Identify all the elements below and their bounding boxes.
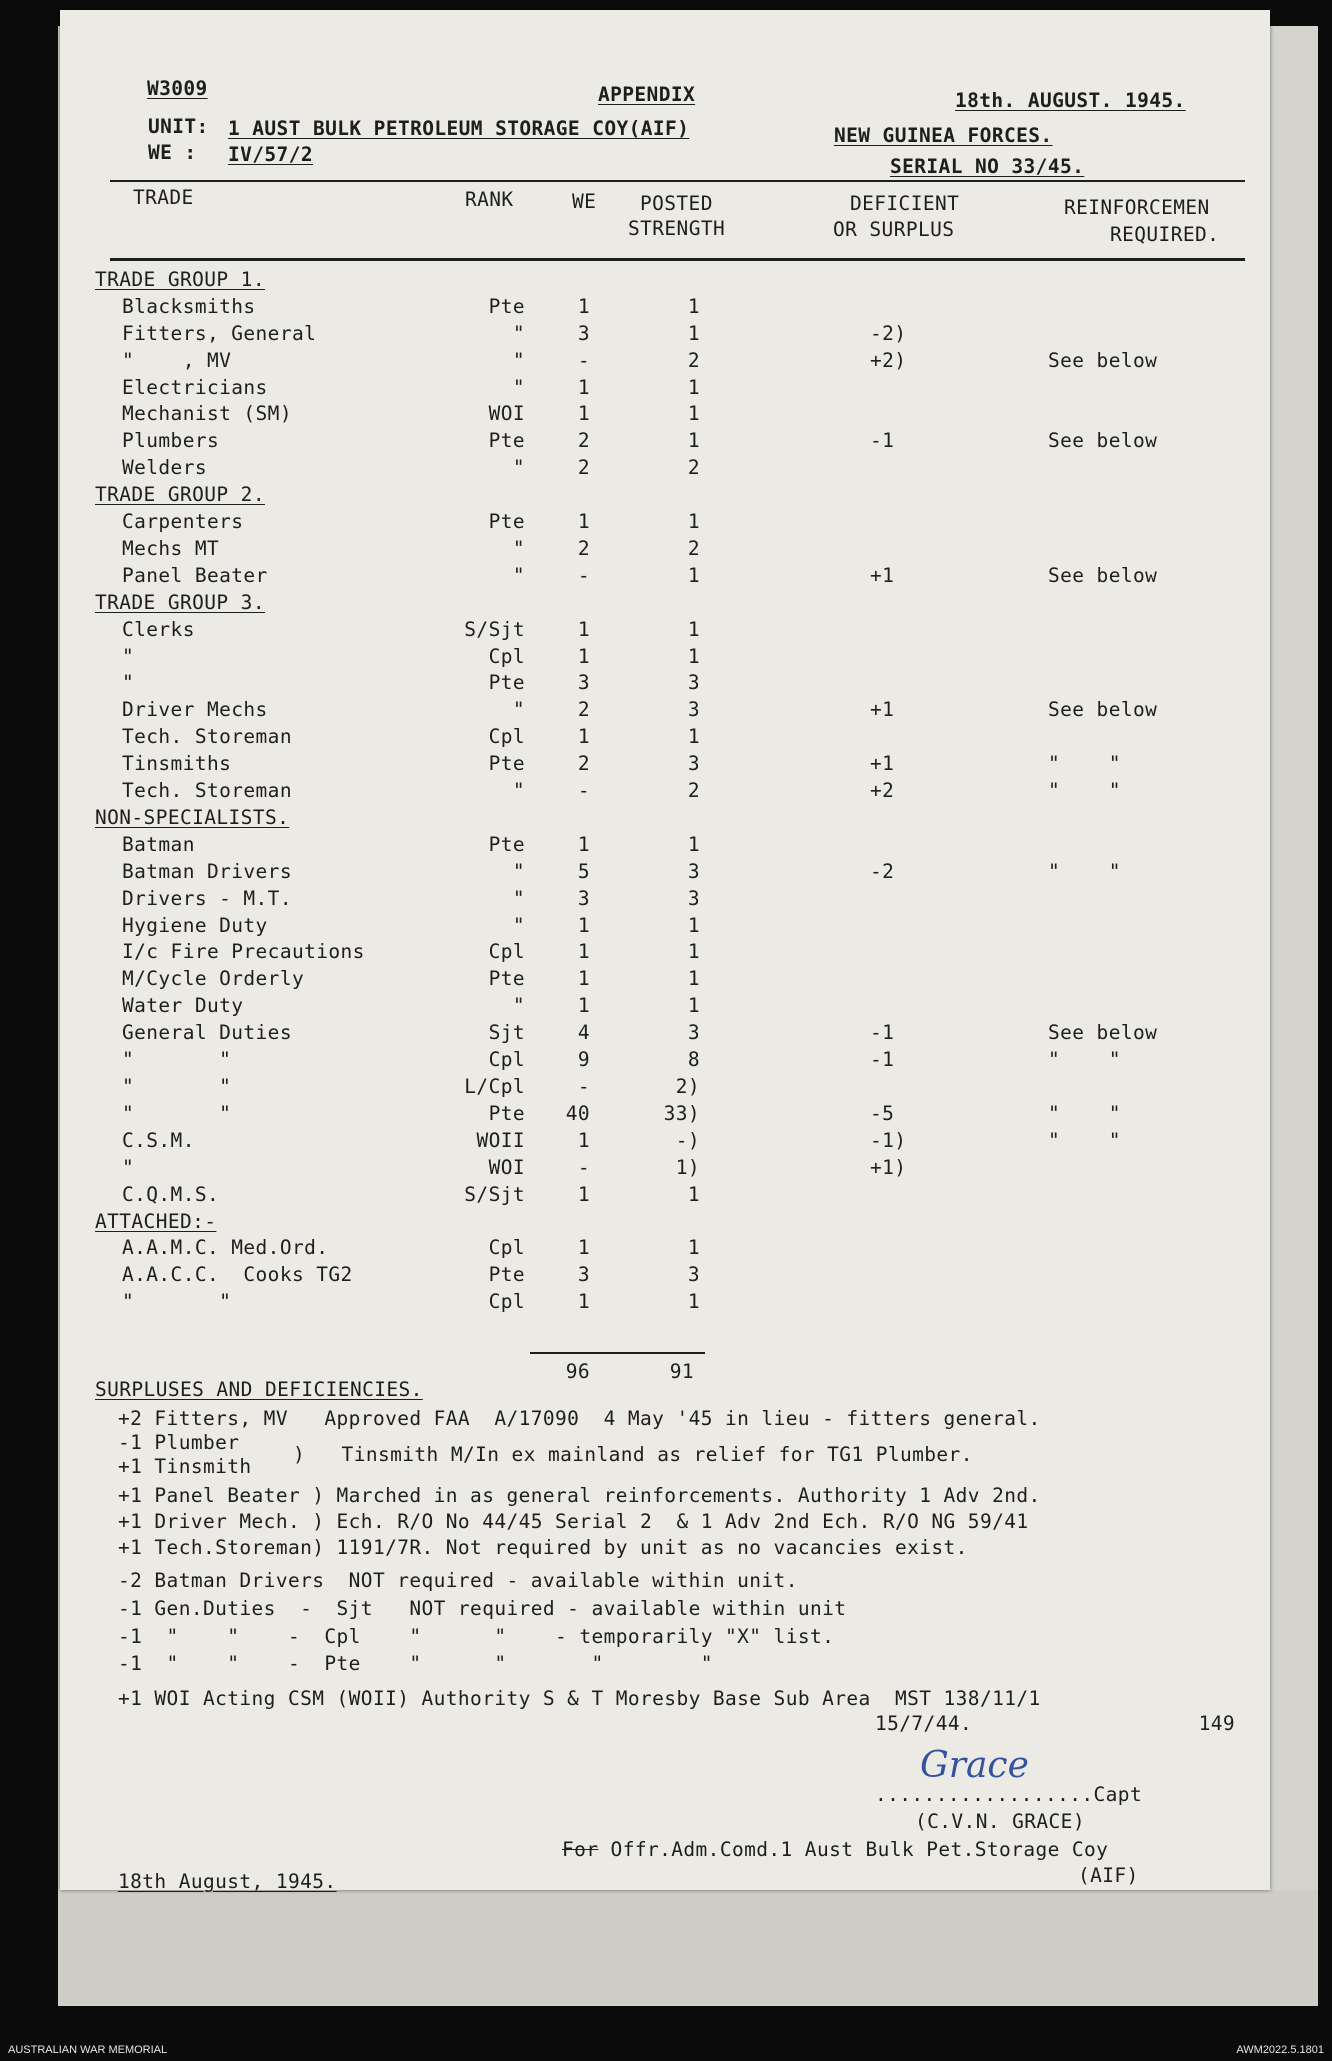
- row-deficient: -5: [870, 1102, 895, 1125]
- note-1: +2 Fitters, MV Approved FAA A/17090 4 May '45 in lieu - fitters general.: [118, 1407, 1041, 1430]
- note-10: +1 WOI Acting CSM (WOII) Authority S & T Moresby Base Sub Area MST 138/11/1: [118, 1687, 1041, 1710]
- note-2b: +1 Tinsmith: [118, 1455, 252, 1478]
- row-trade: C.Q.M.S.: [122, 1183, 220, 1206]
- row-we: 1: [577, 833, 590, 856]
- row-we: 2: [577, 429, 590, 452]
- row-reinforcement: See below: [1048, 1021, 1158, 1044]
- group-heading: ATTACHED:-: [95, 1210, 217, 1233]
- note-9: -1 " " - Pte " " " ": [118, 1652, 713, 1675]
- row-posted: 3: [687, 1021, 700, 1044]
- row-posted: 8: [687, 1048, 700, 1071]
- row-we: 1: [577, 967, 590, 990]
- row-posted: 1: [687, 1236, 700, 1259]
- row-rank: ": [512, 376, 525, 399]
- row-deficient: -1): [870, 1129, 907, 1152]
- row-we: 3: [577, 1263, 590, 1286]
- row-rank: Cpl: [488, 1048, 525, 1071]
- row-we: 1: [577, 914, 590, 937]
- row-trade: Mechanist (SM): [122, 402, 292, 425]
- signatory-name: (C.V.N. GRACE): [915, 1810, 1085, 1833]
- row-rank: Cpl: [488, 1236, 525, 1259]
- row-posted: 2): [675, 1075, 700, 1098]
- col-reinforcement-2: REQUIRED.: [1110, 223, 1220, 246]
- row-posted: 1: [687, 1290, 700, 1313]
- col-deficient-1: DEFICIENT: [850, 192, 960, 215]
- row-trade: Electricians: [122, 376, 268, 399]
- row-deficient: -1: [870, 1021, 895, 1044]
- row-we: 9: [577, 1048, 590, 1071]
- row-trade: " ": [122, 1290, 232, 1313]
- col-posted-2: STRENGTH: [628, 217, 726, 240]
- force-name: NEW GUINEA FORCES.: [834, 124, 1053, 147]
- row-rank: Pte: [488, 1102, 525, 1125]
- note-11-number: 149: [1198, 1712, 1235, 1735]
- signature-date: 18th August, 1945.: [118, 1870, 337, 1893]
- row-deficient: +1: [870, 564, 895, 587]
- row-trade: " ": [122, 1075, 232, 1098]
- row-rank: ": [512, 322, 525, 345]
- col-reinforcement-1: REINFORCEMEN: [1064, 196, 1210, 219]
- row-posted: 1: [687, 940, 700, 963]
- row-posted: 3: [687, 752, 700, 775]
- row-posted: 1: [687, 510, 700, 533]
- row-posted: 1: [687, 564, 700, 587]
- footer-accession: AWM2022.5.1801: [1236, 2044, 1324, 2056]
- row-we: 1: [577, 402, 590, 425]
- total-we: 96: [565, 1360, 590, 1383]
- row-posted: 3: [687, 671, 700, 694]
- row-posted: 1: [687, 914, 700, 937]
- row-trade: Drivers - M.T.: [122, 887, 292, 910]
- row-rank: L/Cpl: [464, 1075, 525, 1098]
- group-heading: NON-SPECIALISTS.: [95, 806, 290, 829]
- row-we: 1: [577, 1129, 590, 1152]
- row-posted: 2: [687, 349, 700, 372]
- row-reinforcement: " ": [1048, 860, 1121, 883]
- row-rank: Cpl: [488, 725, 525, 748]
- row-rank: ": [512, 564, 525, 587]
- row-trade: Tinsmiths: [122, 752, 232, 775]
- row-trade: Mechs MT: [122, 537, 220, 560]
- col-rank: RANK: [465, 188, 514, 211]
- row-rank: Cpl: [488, 645, 525, 668]
- row-rank: Cpl: [488, 940, 525, 963]
- row-we: 3: [577, 322, 590, 345]
- row-posted: 1: [687, 322, 700, 345]
- signatory-office: [562, 1838, 1108, 1862]
- row-deficient: -1: [870, 429, 895, 452]
- row-deficient: -2): [870, 322, 907, 345]
- row-trade: A.A.M.C. Med.Ord.: [122, 1236, 329, 1259]
- row-we: 2: [577, 752, 590, 775]
- row-we: 3: [577, 671, 590, 694]
- row-trade: I/c Fire Precautions: [122, 940, 365, 963]
- row-posted: 1: [687, 833, 700, 856]
- row-deficient: +1: [870, 698, 895, 721]
- col-deficient-2: OR SURPLUS: [833, 218, 955, 241]
- row-we: 2: [577, 537, 590, 560]
- document-date: 18th. AUGUST. 1945.: [955, 89, 1186, 112]
- row-we: -: [577, 1156, 590, 1179]
- sheet-lower-edge: [58, 1890, 1318, 2005]
- col-posted-1: POSTED: [640, 192, 713, 215]
- unit-label: UNIT:: [148, 115, 209, 138]
- row-we: 1: [577, 510, 590, 533]
- row-reinforcement: See below: [1048, 698, 1158, 721]
- signature-line: ..................Capt: [875, 1783, 1143, 1806]
- row-we: 1: [577, 940, 590, 963]
- row-posted: 1: [687, 1183, 700, 1206]
- row-posted: 1: [687, 402, 700, 425]
- row-rank: S/Sjt: [464, 1183, 525, 1206]
- row-trade: Driver Mechs: [122, 698, 268, 721]
- row-trade: Panel Beater: [122, 564, 268, 587]
- row-rank: Pte: [488, 752, 525, 775]
- column-header-rule: [110, 258, 1245, 261]
- row-we: 3: [577, 887, 590, 910]
- row-posted: 1): [675, 1156, 700, 1179]
- row-trade: " ": [122, 1102, 232, 1125]
- row-rank: Pte: [488, 833, 525, 856]
- notes-heading: SURPLUSES AND DEFICIENCIES.: [95, 1378, 423, 1401]
- row-trade: Tech. Storeman: [122, 725, 292, 748]
- row-posted: 1: [687, 618, 700, 641]
- row-rank: ": [512, 914, 525, 937]
- row-rank: ": [512, 349, 525, 372]
- row-rank: ": [512, 860, 525, 883]
- row-we: 1: [577, 1290, 590, 1313]
- row-rank: ": [512, 887, 525, 910]
- row-posted: -): [675, 1129, 700, 1152]
- row-rank: ": [512, 698, 525, 721]
- row-reinforcement: " ": [1048, 779, 1121, 802]
- row-reinforcement: See below: [1048, 564, 1158, 587]
- row-rank: ": [512, 456, 525, 479]
- row-trade: " , MV: [122, 349, 232, 372]
- row-reinforcement: See below: [1048, 429, 1158, 452]
- row-deficient: +2: [870, 779, 895, 802]
- row-we: 1: [577, 1183, 590, 1206]
- row-posted: 3: [687, 887, 700, 910]
- row-we: 1: [577, 618, 590, 641]
- row-we: 1: [577, 295, 590, 318]
- row-posted: 1: [687, 295, 700, 318]
- row-posted: 3: [687, 698, 700, 721]
- note-4: +1 Driver Mech. ) Ech. R/O No 44/45 Serial 2 & 1 Adv 2nd Ech. R/O NG 59/41: [118, 1510, 1029, 1533]
- col-trade: TRADE: [133, 186, 194, 209]
- row-trade: Hygiene Duty: [122, 914, 268, 937]
- row-trade: C.S.M.: [122, 1129, 195, 1152]
- row-we: 1: [577, 376, 590, 399]
- row-rank: ": [512, 537, 525, 560]
- row-posted: 1: [687, 994, 700, 1017]
- row-posted: 2: [687, 537, 700, 560]
- row-trade: Batman: [122, 833, 195, 856]
- note-5: +1 Tech.Storeman) 1191/7R. Not required by unit as no vacancies exist.: [118, 1536, 968, 1559]
- row-rank: WOII: [476, 1129, 525, 1152]
- row-reinforcement: " ": [1048, 1129, 1121, 1152]
- we-reference: IV/57/2: [228, 143, 313, 166]
- row-trade: Fitters, General: [122, 322, 317, 345]
- note-2c: ) Tinsmith M/In ex mainland as relief for TG1 Plumber.: [293, 1443, 973, 1466]
- row-posted: 2: [687, 779, 700, 802]
- row-we: 40: [565, 1102, 590, 1125]
- row-trade: Plumbers: [122, 429, 220, 452]
- row-rank: ": [512, 779, 525, 802]
- row-we: 1: [577, 645, 590, 668]
- row-trade: Water Duty: [122, 994, 244, 1017]
- row-reinforcement: See below: [1048, 349, 1158, 372]
- row-reinforcement: " ": [1048, 752, 1121, 775]
- row-we: -: [577, 779, 590, 802]
- row-reinforcement: " ": [1048, 1102, 1121, 1125]
- row-we: -: [577, 564, 590, 587]
- row-we: 2: [577, 456, 590, 479]
- total-posted: 91: [669, 1360, 694, 1383]
- row-trade: ": [122, 1156, 135, 1179]
- row-posted: 1: [687, 725, 700, 748]
- row-posted: 1: [687, 645, 700, 668]
- row-trade: Welders: [122, 456, 207, 479]
- group-heading: TRADE GROUP 3.: [95, 591, 265, 614]
- row-rank: Pte: [488, 429, 525, 452]
- row-posted: 1: [687, 429, 700, 452]
- row-we: 1: [577, 1236, 590, 1259]
- row-posted: 3: [687, 860, 700, 883]
- row-trade: ": [122, 671, 135, 694]
- row-posted: 2: [687, 456, 700, 479]
- row-trade: Tech. Storeman: [122, 779, 292, 802]
- signatory-aif: (AIF): [1078, 1864, 1139, 1887]
- note-8: -1 " " - Cpl " " - temporarily "X" list.: [118, 1625, 835, 1648]
- serial-number: SERIAL NO 33/45.: [890, 155, 1085, 178]
- row-deficient: +1): [870, 1156, 907, 1179]
- note-11-date: 15/7/44.: [875, 1712, 973, 1735]
- row-trade: ": [122, 645, 135, 668]
- row-we: 1: [577, 994, 590, 1017]
- row-trade: A.A.C.C. Cooks TG2: [122, 1263, 353, 1286]
- row-posted: 33): [663, 1102, 700, 1125]
- row-we: 2: [577, 698, 590, 721]
- row-deficient: -2: [870, 860, 895, 883]
- note-7: -1 Gen.Duties - Sjt NOT required - available within unit: [118, 1597, 847, 1620]
- row-rank: Sjt: [488, 1021, 525, 1044]
- row-deficient: +1: [870, 752, 895, 775]
- row-posted: 1: [687, 376, 700, 399]
- group-heading: TRADE GROUP 2.: [95, 483, 265, 506]
- col-we: WE: [572, 190, 597, 213]
- row-rank: WOI: [488, 402, 525, 425]
- row-rank: Pte: [488, 967, 525, 990]
- form-number: W3009: [147, 77, 208, 100]
- row-trade: Batman Drivers: [122, 860, 292, 883]
- note-6: -2 Batman Drivers NOT required - available within unit.: [118, 1569, 798, 1592]
- header-rule: [110, 180, 1245, 182]
- row-trade: Blacksmiths: [122, 295, 256, 318]
- handwritten-signature: Grace: [920, 1745, 1029, 1786]
- struck-for: For: [562, 1838, 599, 1861]
- unit-name: 1 AUST BULK PETROLEUM STORAGE COY(AIF): [228, 117, 690, 140]
- row-rank: Cpl: [488, 1290, 525, 1313]
- row-trade: Clerks: [122, 618, 195, 641]
- row-we: 4: [577, 1021, 590, 1044]
- row-rank: S/Sjt: [464, 618, 525, 641]
- row-rank: Pte: [488, 1263, 525, 1286]
- totals-rule: [530, 1352, 705, 1354]
- row-trade: Carpenters: [122, 510, 244, 533]
- office-text: Offr.Adm.Comd.1 Aust Bulk Pet.Storage Coy: [598, 1838, 1109, 1861]
- row-we: -: [577, 1075, 590, 1098]
- row-rank: Pte: [488, 295, 525, 318]
- note-3: +1 Panel Beater ) Marched in as general reinforcements. Authority 1 Adv 2nd.: [118, 1484, 1041, 1507]
- group-heading: TRADE GROUP 1.: [95, 268, 265, 291]
- row-reinforcement: " ": [1048, 1048, 1121, 1071]
- row-deficient: -1: [870, 1048, 895, 1071]
- document-title: APPENDIX: [598, 83, 696, 106]
- row-deficient: +2): [870, 349, 907, 372]
- row-trade: General Duties: [122, 1021, 292, 1044]
- note-2a: -1 Plumber: [118, 1431, 240, 1454]
- row-we: -: [577, 349, 590, 372]
- row-rank: ": [512, 994, 525, 1017]
- row-we: 5: [577, 860, 590, 883]
- row-we: 1: [577, 725, 590, 748]
- row-rank: Pte: [488, 510, 525, 533]
- row-trade: M/Cycle Orderly: [122, 967, 305, 990]
- row-posted: 1: [687, 967, 700, 990]
- row-trade: " ": [122, 1048, 232, 1071]
- footer-institution: AUSTRALIAN WAR MEMORIAL: [8, 2044, 168, 2056]
- row-rank: Pte: [488, 671, 525, 694]
- row-posted: 3: [687, 1263, 700, 1286]
- row-rank: WOI: [488, 1156, 525, 1179]
- we-label: WE :: [148, 141, 197, 164]
